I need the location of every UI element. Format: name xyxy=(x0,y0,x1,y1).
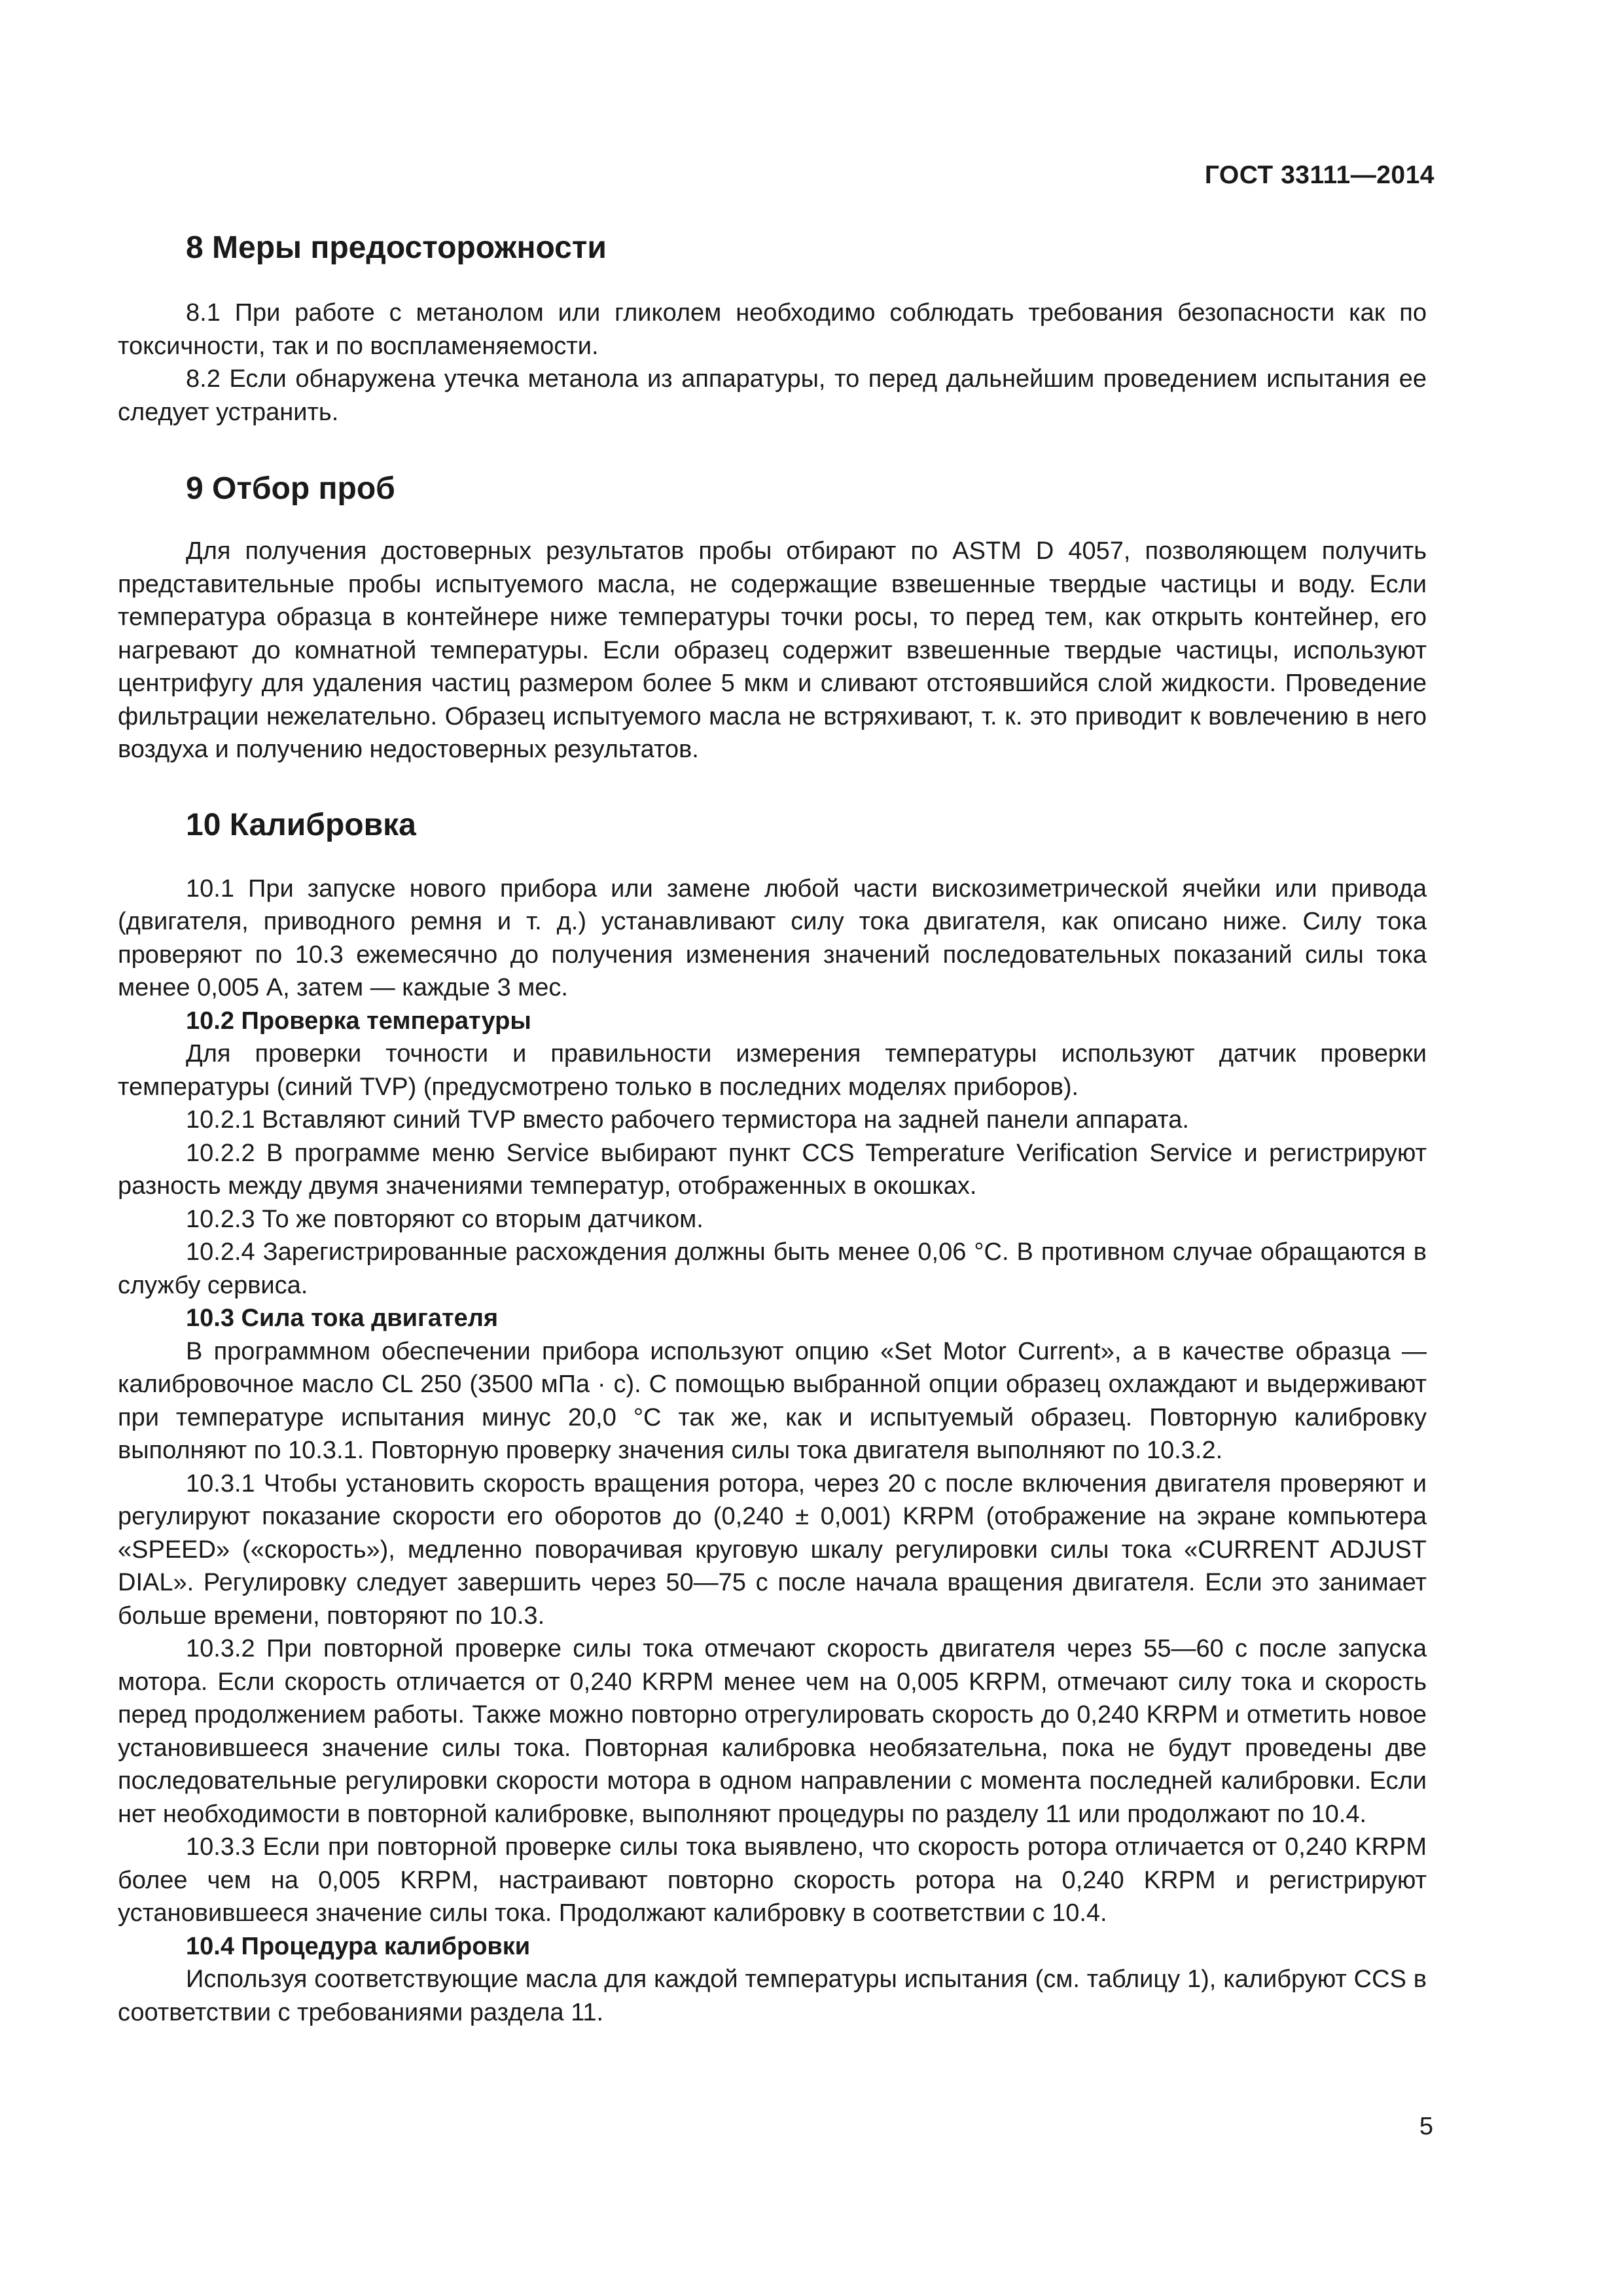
paragraph-10-1: 10.1 При запуске нового прибора или замене любой части вискозиметрической ячейки или привода (двигателя, приводного ремня и т. д.) устанавливают силу тока двигателя, как описано ниже. Силу тока проверяют по 10.3 ежемесячно до получения изменения значений последовательных показаний силы тока менее 0,005 А, затем — каждые 3 мес. xyxy=(118,874,1427,1001)
paragraph-9: Для получения достоверных результатов пробы отбирают по ASTM D 4057, позволяющем получить представительные пробы испытуемого масла, не содержащие взвешенные твердые частицы и воду. Если температура образца в контейнере ниже температуры точки росы, то перед тем, как открыть контейнер, его нагревают до комнатной температуры. Если образец содержит взвешенные твердые частицы, используют центрифугу для удаления частиц размером более 5 мкм и сливают отстоявшийся слой жидкости. Проведение фильтрации нежелательно. Образец испытуемого масла не встряхивают, т. к. это приводит к вовлечению в него воздуха и получению недостоверных результатов. xyxy=(118,537,1427,763)
paragraph-10-2: Для проверки точности и правильности измерения температуры используют датчик проверки температуры (синий TVP) (предусмотрено только в последних моделях приборов). xyxy=(118,1040,1427,1101)
subsection-10-2-title: 10.2 Проверка температуры xyxy=(186,1007,531,1035)
subsection-10-4-title: 10.4 Процедура калибровки xyxy=(186,1932,531,1960)
paragraph-10-2-3: 10.2.3 То же повторяют со вторым датчиком. xyxy=(186,1205,704,1233)
paragraph-10-2-1: 10.2.1 Вставляют синий TVP вместо рабочего термистора на задней панели аппарата. xyxy=(186,1106,1189,1134)
paragraph-10-3-2: 10.3.2 При повторной проверке силы тока отмечают скорость двигателя через 55—60 с после запуска мотора. Если скорость отличается от 0,240 KRPM менее чем на 0,005 KRPM, отмечают силу тока и скорость перед продолжением работы. Также можно повторно отрегулировать скорость до 0,240 KRPM и отметить новое установившееся значение силы тока. Повторная калибровка необязательна, пока не будут проведены две последовательные регулировки скорости мотора в одном направлении с момента последней калибровки. Если нет необходимости в повторной калибровке, выполняют процедуры по разделу 11 или продолжают по 10.4. xyxy=(118,1635,1427,1828)
paragraph-10-3-1: 10.3.1 Чтобы установить скорость вращения ротора, через 20 с после включения двигателя проверяют и регулируют показание скорости его оборотов до (0,240 ± 0,001) KRPM (отображение на экране компьютера «SPEED» («скорость»), медленно поворачивая круговую шкалу регулировки силы тока «CURRENT ADJUST DIAL». Регулировку следует завершить через 50—75 с после начала вращения двигателя. Если это занимает больше времени, повторяют по 10.3. xyxy=(118,1469,1427,1630)
paragraph-10-3-3: 10.3.3 Если при повторной проверке силы тока выявлено, что скорость ротора отличается от 0,240 KRPM более чем на 0,005 KRPM, настраивают повторно скорость ротора на 0,240 KRPM и регистрируют установившееся значение силы тока. Продолжают калибровку в соответствии с 10.4. xyxy=(118,1833,1427,1927)
section-9-title: 9 Отбор проб xyxy=(186,471,395,506)
section-10-title: 10 Калибровка xyxy=(186,807,416,842)
paragraph-10-2-2: 10.2.2 В программе меню Service выбирают пункт CCS Temperature Verification Service и регистрируют разность между двумя значениями температур, отображенных в окошках. xyxy=(118,1139,1427,1200)
document-body xyxy=(118,226,1427,2029)
document-header-id: ГОСТ 33111—2014 xyxy=(1204,161,1435,189)
page-number: 5 xyxy=(1419,2113,1433,2140)
paragraph-8-2: 8.2 Если обнаружена утечка метанола из аппаратуры, то перед дальнейшим проведением испытания ее следует устранить. xyxy=(118,365,1427,426)
section-8-title: 8 Меры предосторожности xyxy=(186,230,607,265)
paragraph-10-4: Используя соответствующие масла для каждой температуры испытания (см. таблицу 1), калибруют CCS в соответствии с требованиями раздела 11. xyxy=(118,1965,1427,2026)
paragraph-10-3: В программном обеспечении прибора используют опцию «Set Motor Current», а в качестве образца — калибровочное масло CL 250 (3500 мПа · с). С помощью выбранной опции образец охлаждают и выдерживают при температуре испытания минус 20,0 °С так же, как и испытуемый образец. Повторную калибровку выполняют по 10.3.1. Повторную проверку значения силы тока двигателя выполняют по 10.3.2. xyxy=(118,1337,1427,1464)
subsection-10-3-title: 10.3 Сила тока двигателя xyxy=(186,1304,499,1332)
paragraph-10-2-4: 10.2.4 Зарегистрированные расхождения должны быть менее 0,06 °С. В противном случае обращаются в службу сервиса. xyxy=(118,1238,1427,1299)
paragraph-8-1: 8.1 При работе с метанолом или гликолем необходимо соблюдать требования безопасности как по токсичности, так и по воспламеняемости. xyxy=(118,299,1427,360)
